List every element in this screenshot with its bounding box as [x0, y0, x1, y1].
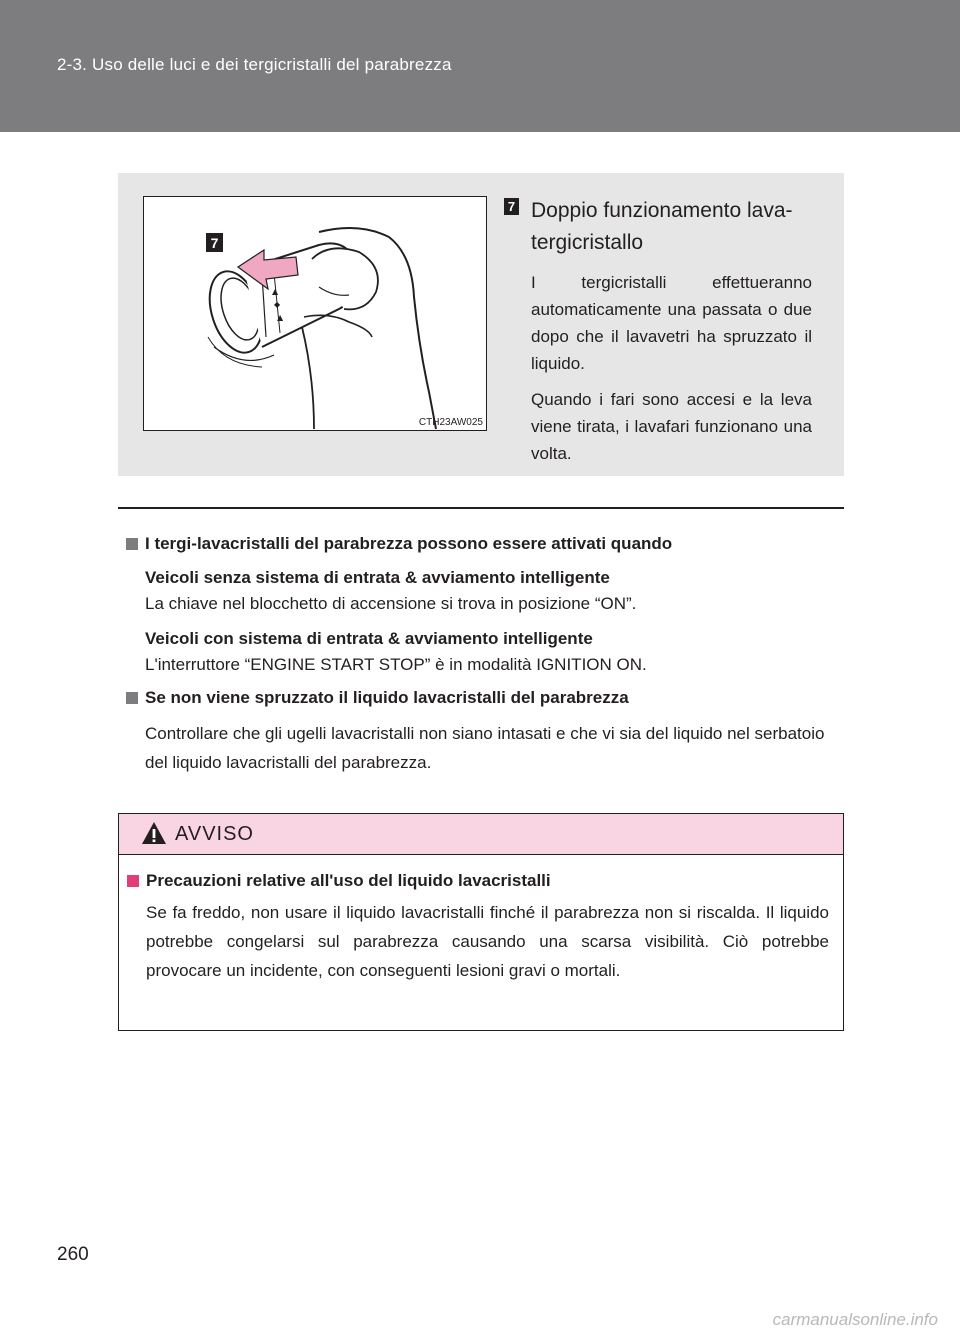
square-bullet-icon [126, 692, 138, 704]
chapter-title: 2-3. Uso delle luci e dei tergicristalli del parabrezza [57, 55, 452, 74]
page-header [0, 0, 960, 132]
figure-panel [118, 173, 844, 476]
figure-heading: Doppio funzionamento lava-tergicristallo [531, 199, 793, 254]
watermark-footer: carmanualsonline.info [772, 1310, 938, 1329]
svg-text:▲: ▲ [277, 313, 284, 322]
section-activation [126, 533, 840, 679]
figure-description [504, 195, 812, 467]
warning-title: AVVISO [175, 823, 254, 845]
square-bullet-icon [126, 538, 138, 550]
section-heading: Se non viene spruzzato il liquido lavacristalli del parabrezza [126, 687, 840, 709]
page-number: 260 [57, 1244, 89, 1265]
figure-paragraph-1: I tergicristalli effettueranno automaticamente una passata o due dopo che il lavavetri ha spruzzato il liquido. [531, 273, 812, 373]
subheading-without-smart-key: Veicoli senza sistema di entrata & avviamento intelligente [145, 568, 610, 587]
warning-header [119, 814, 843, 855]
no-fluid-text: Controllare che gli ugelli lavacristalli non siano intasati e che vi sia del liquido nel serbatoio del liquido lavacristalli del parabrezza. [145, 724, 825, 772]
section-divider [118, 507, 844, 509]
section-no-fluid [126, 687, 840, 777]
warning-text: Se fa freddo, non usare il liquido lavacristalli finché il parabrezza non si riscalda. Il liquido potrebbe congelarsi sul parabrezza causando una scarsa visibilità. Ciò potrebbe provocare un incidente, con conseguenti lesioni gravi o mortali. [146, 903, 829, 980]
svg-text:◆: ◆ [274, 300, 281, 309]
step-badge: 7 [504, 198, 519, 215]
text-with-smart-key: L'interruttore “ENGINE START STOP” è in modalità IGNITION ON. [145, 655, 647, 674]
warning-heading: Precauzioni relative all'uso del liquido lavacristalli [127, 866, 843, 896]
figure-paragraph-2: Quando i fari sono accesi e la leva viene tirata, i lavafari funzionano una volta. [531, 390, 812, 463]
text-without-smart-key: La chiave nel blocchetto di accensione si trova in posizione “ON”. [145, 594, 637, 613]
warning-box [118, 813, 844, 1031]
warning-body [119, 866, 843, 985]
lever-drawing [144, 197, 486, 430]
square-bullet-icon [127, 875, 139, 887]
warning-triangle-icon [141, 821, 167, 845]
section-heading: I tergi-lavacristalli del parabrezza possono essere attivati quando [126, 533, 840, 555]
svg-text:▲: ▲ [272, 287, 279, 296]
subheading-with-smart-key: Veicoli con sistema di entrata & avviamento intelligente [145, 629, 593, 648]
illustration-code: CTH23AW025 [418, 417, 483, 428]
illustration-badge: 7 [210, 235, 219, 251]
wiper-lever-illustration [143, 196, 487, 431]
